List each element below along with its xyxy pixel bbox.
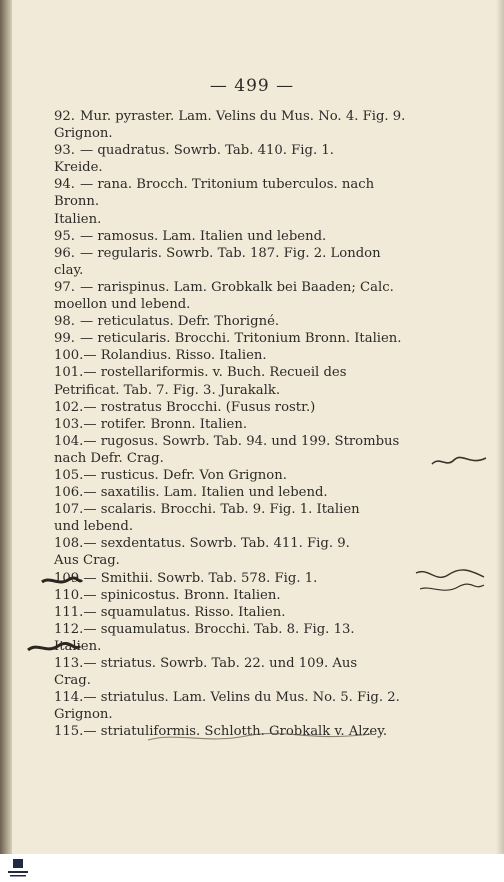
book-binding (0, 0, 12, 854)
entry-text: — reticulatus. Defr. Thorigné. (80, 314, 280, 330)
entry-number: 104. (54, 433, 84, 449)
entry-item (54, 416, 408, 433)
entry-text: — rotifer. Bronn. Italien. (83, 416, 248, 432)
entry-continuation: nach Defr. Crag. (54, 450, 164, 466)
entry-item (54, 142, 408, 176)
entry-text: — sexdentatus. Sowrb. Tab. 411. Fig. 9. (83, 536, 350, 552)
entry-number: 108. (54, 536, 84, 552)
entry-item (54, 484, 408, 501)
handwriting-mark-icon (146, 728, 376, 748)
entry-text: — squamulatus. Risso. Italien. (83, 604, 286, 620)
page-edge (496, 0, 504, 854)
entry-continuation: Petrificat. Tab. 7. Fig. 3. Jurakalk. (54, 382, 281, 398)
entry-item (54, 570, 408, 587)
entry-item (54, 689, 408, 723)
entry-text: — quadratus. Sowrb. Tab. 410. Fig. 1. (80, 143, 334, 159)
entry-item (54, 313, 408, 330)
entry-number: 107. (54, 502, 84, 518)
entry-continuation: clay. (54, 262, 84, 278)
entry-continuation: Crag. (54, 673, 91, 689)
entry-number: 113. (54, 656, 84, 671)
entry-text: — striatus. Sowrb. Tab. 22. und 109. Aus (83, 656, 358, 671)
entry-item (54, 330, 408, 347)
entry-text: — ramosus. Lam. Italien und lebend. (80, 228, 327, 244)
entry-continuation: Grignon. (54, 707, 113, 723)
entry-number: 114. (54, 690, 84, 706)
entry-item (54, 228, 408, 245)
entry-number: 94. (54, 177, 75, 193)
entry-text: — Rolandius. Risso. Italien. (83, 348, 267, 364)
entry-text: — striatuliformis. Schlotth. Grobkalk v. Alzey. (83, 724, 388, 740)
entry-item (54, 535, 408, 569)
entry-number: 99. (54, 331, 75, 347)
entry-continuation: Italien. (54, 211, 102, 227)
entry-item (54, 604, 408, 621)
entry-text: — regularis. Sowrb. Tab. 187. Fig. 2. London (80, 245, 381, 261)
entry-item (54, 621, 408, 655)
entry-number: 100. (54, 348, 84, 364)
entry-number: 97. (54, 279, 75, 295)
entry-item (54, 399, 408, 416)
library-logo-icon (4, 856, 32, 878)
entry-number: 102. (54, 399, 84, 415)
entry-text: — rana. Brocch. Tritonium tuberculos. nach Bronn. (54, 177, 375, 210)
entry-text: — rusticus. Defr. Von Grignon. (83, 467, 287, 483)
entry-number: 95. (54, 228, 75, 244)
entry-item (54, 245, 408, 279)
entry-continuation: und lebend. (54, 519, 134, 535)
entry-text: — spinicostus. Bronn. Italien. (83, 587, 281, 603)
entry-text: — Smithii. Sowrb. Tab. 578. Fig. 1. (83, 570, 318, 586)
entry-continuation: Italien. (54, 638, 102, 654)
entry-item (54, 279, 408, 313)
entry-text: — rostellariformis. v. Buch. Recueil des (83, 365, 347, 381)
entry-text: — scalaris. Brocchi. Tab. 9. Fig. 1. Italien (83, 502, 360, 518)
handwriting-mark-icon (26, 640, 82, 656)
entry-text: — rarispinus. Lam. Grobkalk bei Baaden; Calc. (80, 279, 394, 295)
handwriting-mark-icon (414, 565, 488, 609)
entry-number: 112. (54, 621, 84, 637)
entry-item (54, 655, 408, 689)
entry-text: — rostratus Brocchi. (Fusus rostr.) (83, 399, 316, 415)
entry-continuation: Aus Crag. (54, 553, 120, 569)
entry-item (54, 501, 408, 535)
entry-number: 101. (54, 365, 84, 381)
entry-list (54, 108, 408, 740)
entry-number: 106. (54, 485, 84, 501)
entry-item (54, 108, 408, 142)
entry-item (54, 347, 408, 364)
footer (0, 854, 504, 882)
entry-text: — reticularis. Brocchi. Tritonium Bronn. Italien. (80, 331, 402, 347)
entry-text: — rugosus. Sowrb. Tab. 94. und 199. Strombus (83, 433, 400, 449)
entry-continuation: moellon und lebend. (54, 297, 191, 313)
entry-text: — striatulus. Lam. Velins du Mus. No. 5. Fig. 2. (83, 690, 400, 706)
entry-number: 96. (54, 245, 75, 261)
entry-item (54, 587, 408, 604)
entry-item (54, 467, 408, 484)
entry-item (54, 364, 408, 398)
entry-number: 110. (54, 587, 84, 603)
entry-text: — saxatilis. Lam. Italien und lebend. (83, 485, 328, 501)
handwriting-mark-icon (40, 574, 84, 588)
entry-text: — squamulatus. Brocchi. Tab. 8. Fig. 13. (83, 621, 355, 637)
entry-number: 109. (54, 570, 84, 586)
entry-continuation: Kreide. (54, 160, 103, 176)
entry-number: 115. (54, 724, 84, 740)
entry-number: 103. (54, 416, 84, 432)
entry-number: 92. (54, 109, 75, 124)
entry-item (54, 433, 408, 467)
entry-number: 93. (54, 143, 75, 159)
handwriting-mark-icon (430, 452, 488, 472)
entry-continuation: Grignon. (54, 126, 113, 142)
entry-number: 111. (54, 604, 84, 620)
entry-text: Mur. pyraster. Lam. Velins du Mus. No. 4. Fig. 9. (80, 109, 406, 124)
entry-item (54, 176, 408, 227)
page-number: — 499 — (209, 76, 295, 96)
entry-number: 105. (54, 467, 84, 483)
entry-number: 98. (54, 314, 75, 330)
